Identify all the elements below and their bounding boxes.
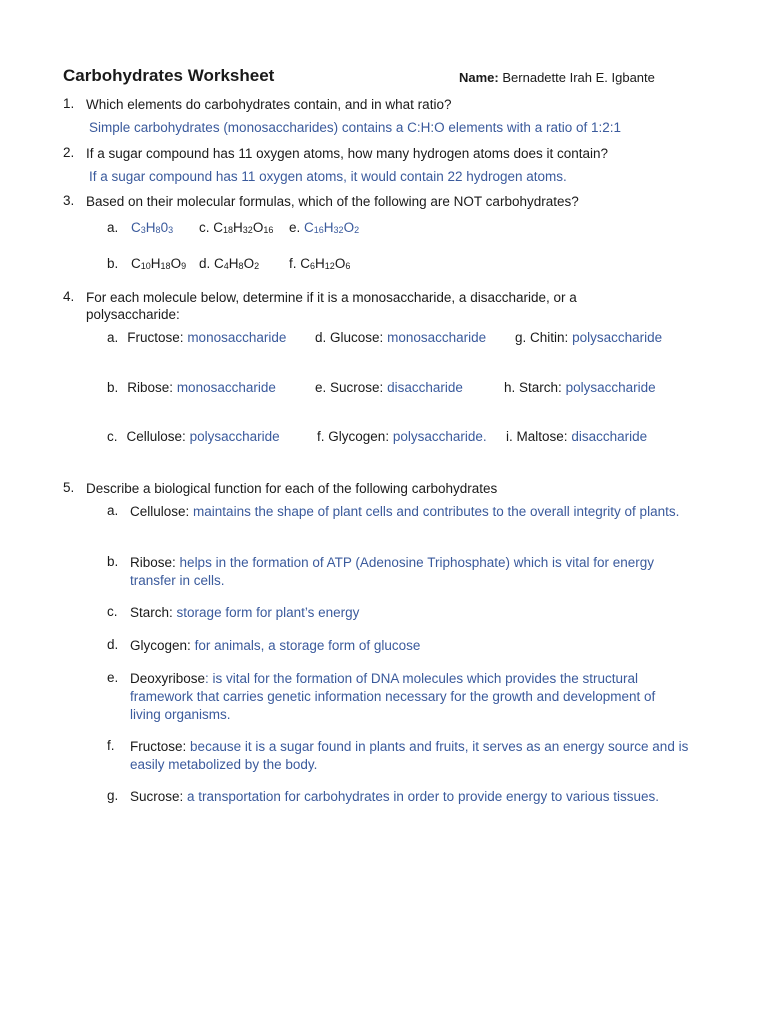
question-text: For each molecule below, determine if it is a monosaccharide, a disaccharide, or a polysaccharide:	[86, 290, 577, 322]
option-letter: a.	[107, 220, 119, 235]
formula-option-a	[107, 220, 173, 235]
option-letter: f.	[289, 256, 297, 271]
question-text: Based on their molecular formulas, which of the following are NOT carbohydrates?	[86, 194, 579, 209]
question-number: 3.	[63, 193, 75, 208]
molecule-item: c. Cellulose: polysaccharide	[107, 429, 280, 444]
answer-1: Simple carbohydrates (monosaccharides) contains a C:H:O elements with a ratio of 1:2:1	[89, 120, 621, 135]
option-letter: d.	[199, 256, 211, 271]
molecule-item: b. Ribose: monosaccharide	[107, 380, 276, 395]
molecule-item: g. Chitin: polysaccharide	[515, 330, 663, 345]
question-text: Describe a biological function for each of the following carbohydrates	[86, 481, 498, 496]
formula-option-b	[107, 256, 186, 271]
formula: $C_4H_8O_2$	[214, 256, 260, 271]
molecule-item: d. Glucose: monosaccharide	[315, 330, 487, 345]
student-name	[459, 70, 655, 85]
molecule-item: h. Starch: polysaccharide	[504, 380, 656, 395]
question-text: Which elements do carbohydrates contain, and in what ratio?	[86, 97, 452, 112]
question-number: 2.	[63, 145, 75, 160]
formula-option-c	[199, 220, 273, 235]
molecule-item: a. Fructose: monosaccharide	[107, 330, 287, 345]
worksheet-title: Carbohydrates Worksheet	[63, 66, 275, 85]
formula: $C_{18}H_{32}O_{16}$	[213, 220, 274, 235]
formula: $C_{16}H_{32}O_2$	[304, 220, 360, 235]
question-number: 5.	[63, 480, 75, 495]
name-value: Bernadette Irah E. Igbante	[502, 70, 655, 85]
option-letter: c.	[199, 220, 210, 235]
formula: $C_{10}H_{18}O_9$	[131, 256, 187, 271]
formula-option-f	[289, 256, 350, 271]
option-letter: b.	[107, 256, 119, 271]
formula-option-d	[199, 256, 259, 271]
molecule-item: i. Maltose: disaccharide	[506, 429, 648, 444]
formula: $C_6H_{12}O_6$	[300, 256, 351, 271]
question-text: If a sugar compound has 11 oxygen atoms, how many hydrogen atoms does it contain?	[86, 146, 609, 161]
name-label: Name:	[459, 70, 499, 85]
molecule-item: f. Glycogen: polysaccharide.	[317, 429, 487, 444]
molecule-item: e. Sucrose: disaccharide	[315, 380, 463, 395]
question-number: 1.	[63, 96, 75, 111]
formula-option-e	[289, 220, 359, 235]
question-number: 4.	[63, 289, 75, 304]
formula: $C_3H_80_3$	[131, 220, 174, 235]
answer-2: If a sugar compound has 11 oxygen atoms, it would contain 22 hydrogen atoms.	[89, 169, 567, 184]
option-letter: e.	[289, 220, 301, 235]
